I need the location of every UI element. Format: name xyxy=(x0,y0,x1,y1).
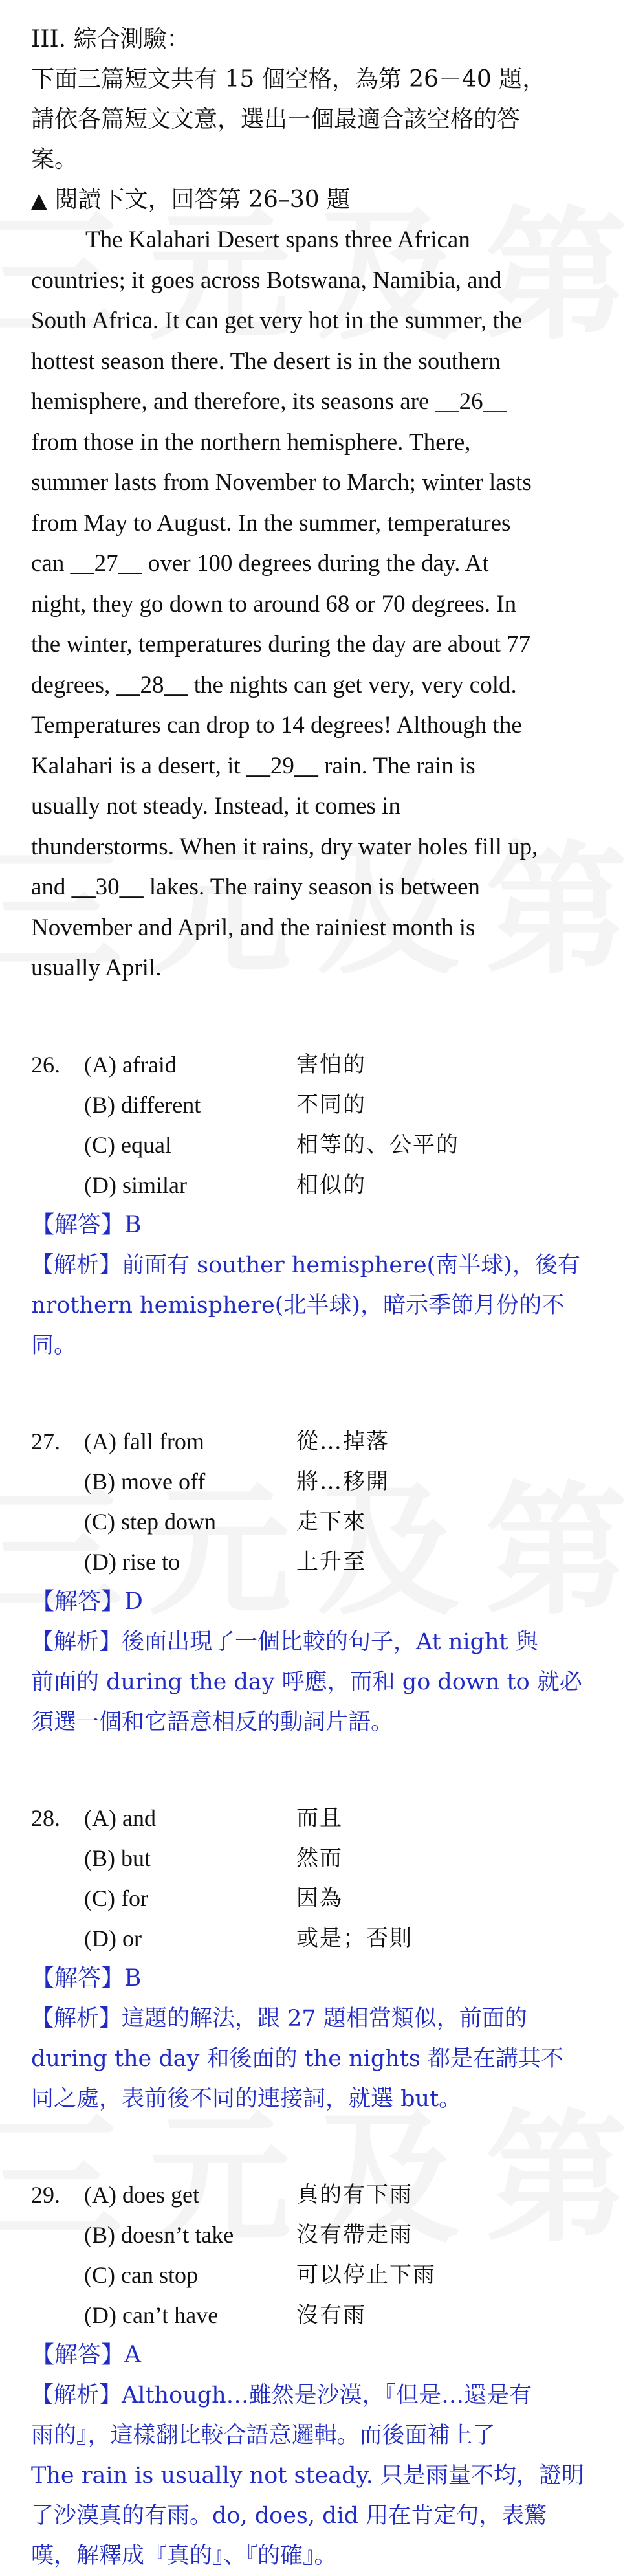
answer-label: 【解答】D xyxy=(31,1588,143,1615)
option-label: (C) equal xyxy=(84,1131,171,1158)
passage-line: from May to August. In the summer, temperatures xyxy=(31,509,511,537)
explanation-line: 雨的』，這樣翻比較合語意邏輯。而後面補上了 xyxy=(31,2422,496,2448)
explanation xyxy=(31,1622,607,1742)
section-title: III. 綜合測驗： xyxy=(31,26,190,52)
option-translation: 真的有下雨 xyxy=(296,2181,413,2208)
option-label: (D) similar xyxy=(84,1171,187,1198)
explanation-line: The rain is usually not steady. 只是雨量不均，證明 xyxy=(31,2462,584,2489)
explanation-line: 了沙漠真的有雨。do, does, did 用在肯定句，表驚 xyxy=(31,2502,547,2529)
option-translation: 沒有帶走雨 xyxy=(296,2221,413,2248)
option-row xyxy=(31,1125,607,1165)
explanation-line: during the day 和後面的 the nights 都是在講其不 xyxy=(31,2045,563,2072)
passage-line: usually not steady. Instead, it comes in xyxy=(31,793,400,819)
question-28 xyxy=(31,1798,607,2119)
explanation-line: 【解析】Although…雖然是沙漠，『但是…還是有 xyxy=(31,2382,532,2408)
answer-label: 【解答】B xyxy=(31,1211,142,1238)
option-translation: 因為 xyxy=(296,1885,343,1911)
explanation-line: 【解析】這題的解法，跟 27 題相當類似，前面的 xyxy=(31,2005,527,2032)
option-row xyxy=(31,2255,607,2295)
option-translation: 可以停止下雨 xyxy=(296,2261,436,2288)
reading-prompt xyxy=(31,180,607,220)
explanation-line: 嘆，解釋成『真的』、『的確』。 xyxy=(31,2542,337,2569)
option-translation: 然而 xyxy=(296,1845,343,1871)
option-translation: 害怕的 xyxy=(296,1051,366,1078)
option-label: (C) can stop xyxy=(84,2261,198,2288)
option-label: (B) move off xyxy=(84,1468,206,1494)
explanation-line: 同。 xyxy=(31,1332,77,1359)
option-label: (B) but xyxy=(84,1845,151,1871)
option-row xyxy=(31,1542,607,1582)
explanation xyxy=(31,1999,607,2119)
question-number: 29. xyxy=(31,2181,60,2208)
passage-line: hemisphere, and therefore, its seasons are __26__ xyxy=(31,388,507,415)
question-29 xyxy=(31,2175,607,2576)
option-row xyxy=(31,1165,607,1205)
option-label: (B) doesn’t take xyxy=(84,2221,234,2248)
question-27 xyxy=(31,1421,607,1742)
option-translation: 沒有雨 xyxy=(296,2302,366,2328)
option-translation: 將…移開 xyxy=(296,1468,389,1494)
option-row xyxy=(31,2215,607,2255)
answer-label: 【解答】B xyxy=(31,1964,142,1992)
passage-line: The Kalahari Desert spans three African xyxy=(85,227,470,253)
passage-line: the winter, temperatures during the day are about 77 xyxy=(31,631,531,658)
passage-line: summer lasts from November to March; winter lasts xyxy=(31,469,532,496)
option-label: (A) afraid xyxy=(84,1051,177,1078)
passage-line: degrees, __28__ the nights can get very, very cold. xyxy=(31,671,517,698)
instruction-line: 請依各篇短文文意，選出一個最適合該空格的答 xyxy=(31,106,521,133)
option-row xyxy=(31,2295,607,2335)
option-translation: 或是；否則 xyxy=(296,1925,413,1951)
passage-line: countries; it goes across Botswana, Namibia, and xyxy=(31,267,502,294)
option-label: (B) different xyxy=(84,1091,201,1118)
instruction-line: 案。 xyxy=(31,146,78,173)
question-26 xyxy=(31,1045,607,1366)
option-label: (A) does get xyxy=(84,2181,199,2208)
question-number: 28. xyxy=(31,1804,60,1831)
option-row xyxy=(31,1798,607,1838)
passage-line: South Africa. It can get very hot in the summer, the xyxy=(31,307,522,334)
option-row xyxy=(31,1502,607,1542)
option-translation: 走下來 xyxy=(296,1508,366,1535)
passage-line: Temperatures can drop to 14 degrees! Although the xyxy=(31,712,522,738)
exam-page xyxy=(31,19,607,2576)
explanation-line: 【解析】後面出現了一個比較的句子，At night 與 xyxy=(31,1628,538,1655)
option-row xyxy=(31,1918,607,1959)
question-number: 26. xyxy=(31,1051,60,1078)
explanation-line: 前面的 during the day 呼應，而和 go down to 就必 xyxy=(31,1669,582,1695)
reading-passage xyxy=(31,220,607,989)
option-row xyxy=(31,2175,607,2215)
reading-prompt-text: 閱讀下文，回答第 26–30 題 xyxy=(54,186,351,213)
option-label: (D) can’t have xyxy=(84,2302,219,2328)
option-translation: 不同的 xyxy=(296,1091,366,1118)
explanation xyxy=(31,2375,607,2576)
passage-line: hottest season there. The desert is in the southern xyxy=(31,348,501,375)
passage-line: from those in the northern hemisphere. There, xyxy=(31,428,471,456)
option-label: (A) and xyxy=(84,1804,156,1831)
passage-line: thunderstorms. When it rains, dry water holes fill up, xyxy=(31,833,538,860)
passage-line: can __27__ over 100 degrees during the day. At xyxy=(31,550,489,577)
option-row xyxy=(31,1421,607,1461)
option-translation: 相似的 xyxy=(296,1171,366,1198)
option-label: (D) rise to xyxy=(84,1548,180,1575)
explanation-line: 【解析】前面有 souther hemisphere(南半球)，後有 xyxy=(31,1252,580,1278)
option-label: (A) fall from xyxy=(84,1428,204,1454)
option-translation: 相等的、公平的 xyxy=(296,1131,459,1158)
passage-line: and __30__ lakes. The rainy season is between xyxy=(31,874,480,900)
explanation xyxy=(31,1245,607,1366)
option-row xyxy=(31,1085,607,1125)
explanation-line: nrothern hemisphere(北半球)，暗示季節月份的不 xyxy=(31,1292,565,1318)
option-translation: 上升至 xyxy=(296,1548,366,1575)
explanation-line: 同之處，表前後不同的連接詞，就選 but。 xyxy=(31,2085,462,2112)
option-label: (D) or xyxy=(84,1925,142,1951)
passage-line: November and April, and the rainiest month is xyxy=(31,914,476,941)
option-row xyxy=(31,1838,607,1878)
option-translation: 而且 xyxy=(296,1804,343,1831)
explanation-line: 須選一個和它語意相反的動詞片語。 xyxy=(31,1709,394,1735)
option-label: (C) for xyxy=(84,1885,148,1911)
passage-line: night, they go down to around 68 or 70 degrees. In xyxy=(31,590,517,617)
passage-line: usually April. xyxy=(31,955,162,981)
option-row xyxy=(31,1878,607,1918)
option-label: (C) step down xyxy=(84,1508,216,1535)
passage-line: Kalahari is a desert, it __29__ rain. The rain is xyxy=(31,752,476,779)
option-translation: 從…掉落 xyxy=(296,1428,389,1454)
triangle-icon: ▲ xyxy=(31,188,47,212)
answer-label: 【解答】A xyxy=(31,2341,141,2368)
instruction-line: 下面三篇短文共有 15 個空格，為第 26－40 題， xyxy=(31,66,546,93)
question-number: 27. xyxy=(31,1428,60,1454)
option-row xyxy=(31,1461,607,1502)
option-row xyxy=(31,1045,607,1085)
